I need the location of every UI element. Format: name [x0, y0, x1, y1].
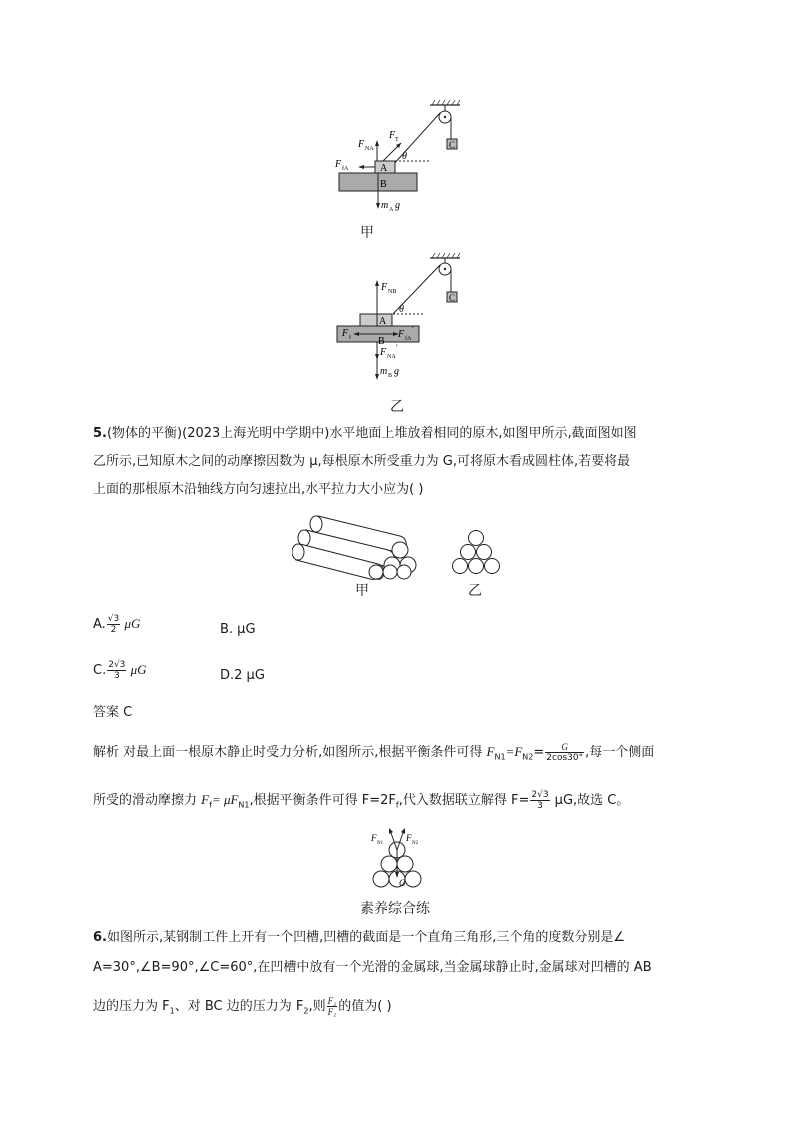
q6-line3-c: ,则 [308, 999, 326, 1014]
q5-analysis-1-sub2: N2 [522, 752, 534, 762]
q5-analysis-2b: ,根据平衡条件可得 F=2F [249, 793, 396, 808]
fig-yi-label-fnb-sub: NB [388, 289, 397, 295]
q5-line1 [93, 424, 637, 444]
q5-analysis-1a: 解析 对最上面一根原木静止时受力分析,如图所示,根据平衡条件可得 [93, 745, 487, 760]
q6-line3-d: 的值为( ) [338, 999, 392, 1014]
q5-force-label-g: G [399, 878, 406, 888]
q5-option-c-label: C. [93, 663, 107, 678]
q5-line2: 乙所示,已知原木之间的动摩擦因数为 μ,每根原木所受重力为 G,可将原木看成圆柱体,若要将最 [93, 454, 631, 469]
q5-analysis-2-sub2: N1 [238, 800, 250, 810]
q5-logs-figure [292, 508, 422, 580]
fig-yi-label-ff: F [342, 328, 349, 339]
q5-option-a-den: 2 [110, 625, 117, 635]
q5-force-label-fn2: F [406, 833, 412, 843]
q5-option-c-num: 2√3 [108, 660, 126, 670]
fig-jia-label-b: B [380, 179, 387, 190]
figure-jia [325, 95, 475, 245]
fig-yi-label-c: C [449, 293, 456, 303]
fig-yi-label-fna2-prime: ′ [396, 343, 398, 352]
fig-jia-label-ft: F [389, 130, 396, 141]
q6-line3 [93, 996, 392, 1022]
fig-yi-label-mbg: m [380, 366, 388, 377]
fig-yi-label-fna2-sub: NA [387, 354, 396, 360]
fig-jia-label-a: A [380, 163, 388, 174]
fig-jia-label-ffa-sub: fA [342, 166, 349, 172]
fig-yi-label-mbg-sub: B [388, 373, 393, 379]
q5-option-b-text: B. μG [220, 622, 256, 637]
q5-option-a-label: A. [93, 617, 106, 632]
q5-analysis-1-frac-num: G [545, 742, 584, 753]
q5-option-d[interactable] [220, 666, 265, 686]
fig-jia-caption: 甲 [360, 225, 374, 241]
q5-option-a-num: √3 [107, 614, 120, 624]
q6-line2: A=30°,∠B=90°,∠C=60°,在凹槽中放有一个光滑的金属球,当金属球静止时,金属球对凹槽的 AB [93, 960, 652, 975]
fig-yi-label-ffa2-prime: ′ [412, 325, 414, 334]
fig-yi-label-fna2: F [380, 347, 387, 358]
fig-yi-label-g: g [394, 366, 399, 377]
q5-option-b[interactable] [220, 620, 256, 640]
fig-yi-label-ff-sub: f [349, 335, 351, 341]
q5-answer: 答案 C [93, 705, 133, 720]
figure-yi [325, 250, 475, 390]
q5-analysis-1-frac-den: 2cos30° [546, 753, 584, 763]
q5-analysis-line2 [93, 790, 629, 816]
q5-analysis-2-frac-num: 2√3 [531, 790, 549, 800]
fig-jia-label-fna-sub: NA [365, 146, 374, 152]
fig-jia-label-mag: m [381, 200, 389, 211]
fig-jia-label-c: C [449, 140, 456, 150]
q6-line3-sub1: 1 [169, 1006, 175, 1016]
q5-option-c[interactable] [93, 660, 147, 681]
q5-analysis-2-eq: F [201, 792, 210, 807]
q5-option-c-den: 3 [113, 671, 120, 681]
q5-force-label-fn1: F [371, 833, 377, 843]
q5-force-label-fn2-sub: N2 [412, 841, 419, 846]
q6-line3-b: 、对 BC 边的压力为 F [174, 999, 304, 1014]
fig-jia-label-g: g [395, 200, 400, 211]
q5-analysis-1-eq3: = [533, 745, 545, 760]
q5-analysis-1-eq: F [486, 744, 495, 759]
fig-yi-label-b: B [378, 336, 385, 347]
fig-jia-label-fna: F [358, 139, 365, 150]
q5-analysis-2-sub3: f [395, 800, 399, 810]
q5-force-figure [368, 824, 426, 892]
fig-jia-label-ffa: F [335, 159, 342, 170]
q5-option-a[interactable] [93, 614, 140, 635]
q5-analysis-2a: 所受的滑动摩擦力 [93, 793, 202, 808]
fig-yi-caption: 乙 [390, 399, 404, 415]
q5-analysis-2-eq2: = μF [211, 792, 239, 807]
q5-option-d-text: D.2 μG [220, 668, 265, 683]
q5-line1-text: (物体的平衡)(2023上海光明中学期中)水平地面上堆放着相同的原木,如图甲所示,截面图如图 [106, 426, 637, 441]
fig-jia-label-ft-sub: T [395, 137, 399, 143]
q5-option-c-tail: μG [127, 662, 147, 677]
q5-line3: 上面的那根原木沿轴线方向匀速拉出,水平拉力大小应为( ) [93, 482, 424, 497]
q5-fig-yi-caption: 乙 [468, 583, 482, 599]
q5-analysis-2-frac-den: 3 [537, 801, 543, 811]
q5-cross-section-figure [450, 530, 502, 578]
q6-line3-a: 边的压力为 F [93, 999, 170, 1014]
q5-fig-jia-caption: 甲 [355, 583, 369, 599]
fig-jia-label-mag-sub: A [389, 207, 394, 213]
fig-yi-label-ffa2-sub: fA [405, 336, 412, 342]
q6-line3-sub2: 2 [303, 1006, 309, 1016]
q6-line1-text: 如图所示,某钢制工件上开有一个凹槽,凹槽的截面是一个直角三角形,三个角的度数分别是∠ [106, 930, 626, 945]
q5-analysis-2-sub: f [209, 800, 212, 810]
fig-yi-label-a: A [379, 316, 387, 327]
section-title: 素养综合练 [360, 901, 430, 917]
q6-number: 6. [93, 930, 107, 945]
fig-yi-label-fnb: F [381, 282, 388, 293]
q6-line3-frac-den: F₁ [327, 1007, 337, 1017]
q5-analysis-2c: ,代入数据联立解得 F= [398, 793, 530, 808]
fig-yi-label-ffa2: F [398, 329, 405, 340]
q6-line3-frac-num: F₂ [327, 996, 337, 1006]
q6-line1 [93, 928, 625, 948]
q5-force-label-fn1-sub: N1 [377, 841, 384, 846]
q5-analysis-1b: ,每一个侧面 [585, 745, 655, 760]
q5-number: 5. [93, 426, 107, 441]
q5-analysis-1-sub1: N1 [494, 752, 506, 762]
q5-analysis-1-eq2: =F [505, 744, 523, 759]
fig-yi-label-theta: θ [399, 304, 404, 315]
q5-analysis-line1 [93, 742, 654, 768]
fig-jia-label-theta: θ [402, 151, 407, 162]
q5-analysis-2d: μG,故选 C。 [550, 793, 630, 808]
q5-option-a-tail: μG [121, 616, 141, 631]
